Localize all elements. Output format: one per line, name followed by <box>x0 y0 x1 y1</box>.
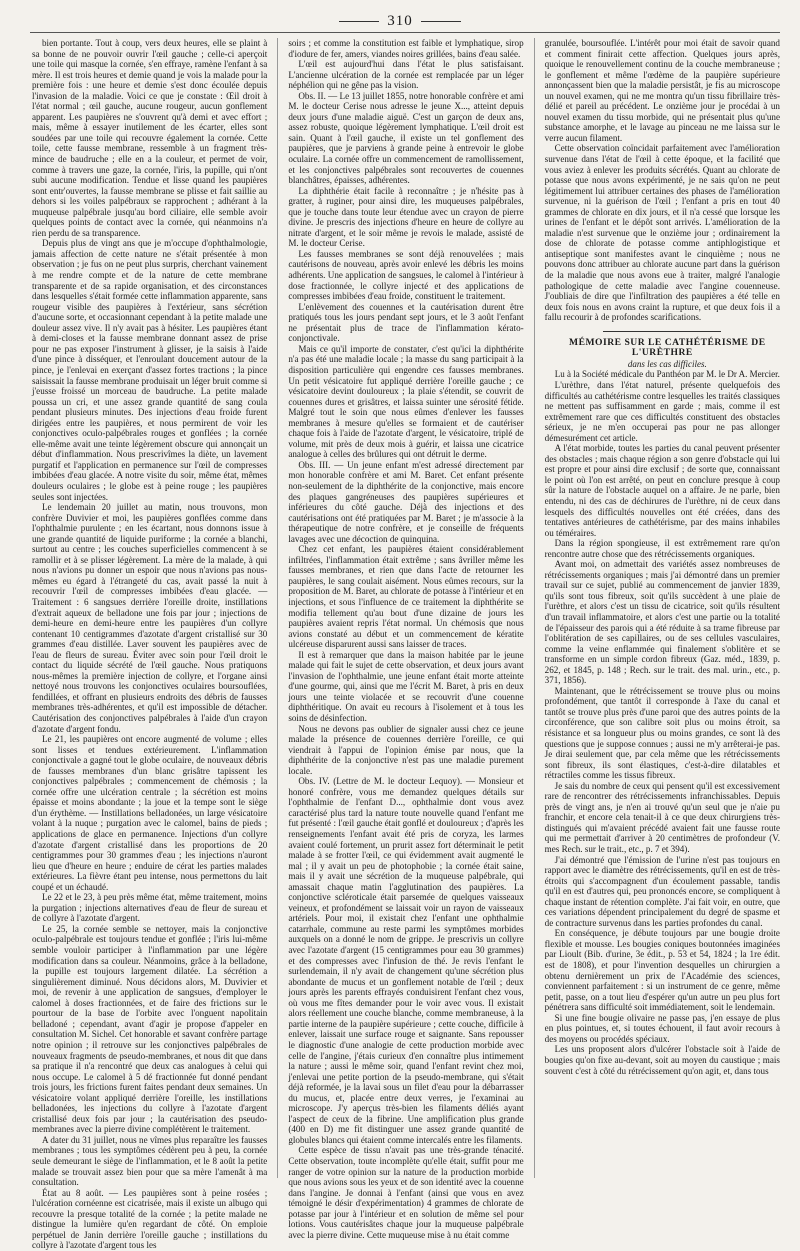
paragraph: soirs ; et comme la constitution est faible et lymphatique, sirop d'iodure de fer, amers, viandes noires grillées, bains d'eau salée. <box>288 38 524 59</box>
paragraph: Si une fine bougie olivaire ne passe pas, j'en essaye de plus en plus pointues, et, si toutes échouent, il faut avoir recours à des moyens ou procédés spéciaux. <box>544 1012 780 1044</box>
column-middle <box>288 38 524 1240</box>
paragraph: Les uns proposent alors d'ulcérer l'obstacle soit à l'aide de bougies qu'on fixe au-devant, soit au moyen du caustique ; mais souvent c'est à côté du rétrécissement qu'on agit, et, dans tous <box>544 1044 780 1076</box>
paragraph: L'enlèvement des couennes et la cautérisation durent être pratiqués tous les jours pendant sept jours, et le 3 août l'enfant ne présentait plus de trace de l'inflammation kérato-conjonctivale. <box>288 301 524 344</box>
paragraph: Obs. II. — Le 13 juillet 1855, notre honorable confrère et ami M. le docteur Cerise nous adresse le jeune X..., atteint depuis deux jours d'une maladie aiguë. C'est un garçon de deux ans, assez robuste, quoique légèrement lymphatique. L'œil droit est sain. Quant à l'œil gauche, il existe un tel gonflement des paupières, que je parviens à grande peine à entrevoir le globe oculaire. La cornée offre un commencement de ramollissement, et les conjonctives palpébrales sont recouvertes de couennes blanchâtres, épaisses, adhérentes. <box>288 90 524 186</box>
paragraph: A l'état morbide, toutes les parties du canal peuvent présenter des obstacles ; mais chaque région a son genre d'obstacle qui lui est propre et pour ainsi dire exclusif ; de sorte que, connaissant le point où l'on est arrêté, on peut en conclure presque à coup sûr la nature de l'obstacle auquel on a affaire. Je ne parle, bien entendu, ni des cas de déchirures de l'urèthre, ni de ceux dans lesquels des difficultés nouvelles ont été créées, dans des tentatives antérieures de cathétérisme, par des mains inhabiles ou téméraires. <box>544 443 780 538</box>
article-byline: Lu à la Société médicale du Panthéon par M. le Dr A. Mercier. <box>554 369 780 380</box>
paragraph: La diphthérie était facile à reconnaître ; je n'hésite pas à gratter, à ruginer, pour ainsi dire, les muqueuses palpébrales, que je touche dans toute leur étendue avec un crayon de pierre divine. Je prescris des injections d'heure en heure de collyre au nitrate d'argent, et le soir même je revois le malade, assisté de M. le docteur Cerise. <box>288 185 524 249</box>
page-header <box>0 10 800 32</box>
paragraph: Il est à remarquer que dans la maison habitée par le jeune malade qui fait le sujet de cette observation, et deux jours avant l'invasion de l'ophthalmie, une jeune enfant était morte atteinte d'une gourme, qui, ainsi que me l'écrit M. Baret, à pris en deux jours une teinte violacée et se recouvrit d'une couenne diphthéritique. On avait eu recours à l'isolement et à tous les soins de désinfection. <box>288 649 524 723</box>
paragraph: Chez cet enfant, les paupières étaient considérablement infiltrées, l'inflammation était extrême ; sans âvriller même les fausses membranes, et rien que dans l'acte de retourner les paupières, le sang coulait aisément. Nous eûmes recours, sur la proposition de M. Baret, au chlorate de potasse à l'intérieur et en injections, et sous l'influence de ce traitement la diphthérite se modifia tellement qu'au bout d'une dizaine de jours les paupières avaient repris l'état normal. Un chémosis que nous avions constaté au début et un commencement de kératite ulcéreuse disparurent aussi sans laisser de traces. <box>288 544 524 650</box>
paragraph: Avant moi, on admettait des variétés assez nombreuses de rétrécissements organiques ; mais j'ai démontré dans un premier travail sur ce sujet, publié au commencement de janvier 1839, qu'ils sont tous fibreux, soit qu'ils succèdent à une plaie de l'urèthre, et alors c'est un tissu de cicatrice, soit qu'ils résultent d'un travail inflammatoire, et alors c'est une partie ou la totalité de l'épaisseur des parois qui a été réduite à sa trame fibreuse par l'oblitération de ses capillaires, ou de ses cellules vasculaires, comme la veine enflammée qui finalement s'oblitère et se transforme en un simple cordon fibreux (Gaz. méd., 1839, p. 262, et 1845, p. 148 ; Rech. sur le trait. des mal. urin., etc., p. 371, 1856). <box>544 559 780 686</box>
article-subtitle: dans les cas difficiles. <box>627 358 707 369</box>
paragraph: bien portante. Tout à coup, vers deux heures, elle se plaint à sa bonne de ne pouvoir ouvrir l'œil gauche ; celle-ci aperçoit une toile qui masque la cornée, s'en effraye, ramène l'enfant à sa mère. Il est trois heures et demie quand je vois la malade pour la première fois : une heure et demie s'est donc écoulée depuis l'invasion de la maladie. Voici ce que je constate : Œil droit à l'état normal ; œil gauche, aucune rougeur, aucun gonflement apparent. Les paupières ne s'ouvrent qu'à demi et avec effort ; mais, même à essayer inutilement de les écarter, elles sont soudées par une toile qui recouvre également la cornée. Cette toile, cette fausse membrane, ressemble à un fragment très-mince de baudruche ; elle en a la couleur, et permet de voir, comme à travers une gaze, la cornée, l'iris, la pupille, qui n'ont subi aucune modification. Tendue et lisse quand les paupières sont entr'ouvertes, la fausse membrane se plisse et fait saillie au dehors si les voiles palpébraux se rapprochent ; adhérant à la muqueuse palpébrale jusqu'au bord ciliaire, elle semble avoir quelques points de contact avec la cornée, qui néanmoins n'a rien perdu de sa transparence. <box>32 38 268 238</box>
paragraph: granulée, boursouflée. L'intérêt pour moi était de savoir quand et comment finirait cette affection. Quelques jours après, quoique le renouvellement continu de la couche membraneuse ; le gonflement et même l'œdème de la paupière supérieure annonçassent bien que la maladie persistât, je fis au microscope un nouvel examen, qui ne me montra qu'un tissu fibrillaire très-délié et pareil au précédent. Le onzième jour je procédai à un nouvel examen du tissu morbide, qui ne présentait plus qu'une substance amorphe, et le lavage au pinceau ne me laissa sur le verre aucun filament. <box>544 38 780 143</box>
observation-continuation <box>545 38 780 323</box>
paragraph: En conséquence, je débute toujours par une bougie droite flexible et mousse. Les bougies coniques boutonnées imaginées par Lioult (Bib. d'urine, 3e édit., p. 53 et 54, 1824 ; la 1re édit. est de 1808), et pour l'invention desquelles un chirurgien a obtenu dernièrement un prix de l'Académie des sciences, conviennent parfaitement : si un instrument de ce genre, même petit, passe, on a tout lieu d'espérer qu'un autre un peu plus fort pénétrera sans difficulté soit immédiatement, soit le lendemain. <box>544 928 780 1013</box>
column-divider <box>277 38 278 1178</box>
paragraph: Cette observation coïncidait parfaitement avec l'amélioration survenue dans l'état de l'œil à cette époque, et la facilité que vous aviez à enlever les produits sécrétés. Quant au chlorate de potasse que nous avons expérimenté, je ne sais qu'on ne peut légitimement lui attribuer certaines des phases de l'amélioration survenue, ni la guérison de l'œil ; l'enfant a pris en tout 40 grammes de chlorate en dix jours, et il n'a cessé que lorsque les urines de l'enfant et le dépôt sont arrivés. L'amélioration de la maladie n'est survenue que le onzième jour ; ordinairement la dose de chlorate de potasse comme antiphlogistique et antiseptique sont manifestes avant le cinquième ; nous ne pouvons donc attribuer au chlorate aucune part dans la guérison de la maladie que nous avons eue à traiter, malgré l'analogie pathologique de cette maladie avec l'angine couenneuse. J'oubliais de dire que l'infiltration des paupières a été telle en deux fois nous en avons craint la rupture, et que deux fois il a fallu recourir à de profondes scarifications. <box>544 143 780 323</box>
header-dash-left <box>339 21 379 22</box>
paragraph: Depuis plus de vingt ans que je m'occupe d'ophthalmologie, jamais affection de cette nature ne s'était présentée à mon observation ; je fus on ne peut plus surpris, cherchant vainement à me rendre compte et de la nature de cette membrane transparente et de sa rapide organisation, et des circonstances dans lesquelles s'était formée cette inflammation apparente, sans rougeur visible des paupières à l'extérieur, sans sécrétion d'aucune sorte, et occasionnant cependant à la petite malade une douleur assez vive. Il n'y avait pas à hésiter. Les paupières étant à demi-closes et la fausse membrane donnant assez de prise pour ne pas exposer l'instrument à glisser, je la saisis à l'aide d'une pince à disséquer, et l'enroulant doucement autour de la pince, je l'enlevai en exerçant d'assez fortes tractions ; la pince saisissait la fausse membrane produisait un léger bruit comme si j'eusse froissé un morceau de baudruche. La petite malade poussa un cri, et une assez grande quantité de sang coula pendant plusieurs minutes. Des injections d'eau froide furent dirigées entre les paupières, et nous permirent de voir les conjonctives oculo-palpébrales rouges et gonflées ; la cornée elle-même avait une teinte légèrement obscure qui annonçait un début d'inflammation. Nous prescrivîmes la diète, un lavement purgatif et l'application en permanence sur l'œil de compresses imbibées d'eau glacée. A notre visite du soir, même état, mêmes douleurs oculaires ; le globe est à peine rouge ; les paupières seules sont injectées. <box>32 238 268 502</box>
page-number: 310 <box>387 12 413 29</box>
paragraph: L'urèthre, dans l'état naturel, présente quelquefois des difficultés au cathétérisme contre lesquelles les traités classiques ne mettent pas suffisamment en garde ; mais, comme il est extrêmement rare que ces difficultés constituent des obstacles sérieux, je ne m'en occuperai pas pour ne pas allonger démesurément cet article. <box>544 379 780 443</box>
header-rule <box>30 32 780 33</box>
paragraph: Nous ne devons pas oublier de signaler aussi chez ce jeune malade la présence de couennes derrière l'oreille, ce qui viendrait à l'appui de l'opinion émise par nous, que la diphthérite de la conjonctive n'est pas une maladie purement locale. <box>288 723 524 776</box>
paragraph: L'œil est aujourd'hui dans l'état le plus satisfaisant. L'ancienne ulcération de la cornée est remplacée par un léger néphélion qui ne gêne pas la vision. <box>288 59 524 91</box>
column-right <box>545 38 780 1178</box>
paragraph: Cette espèce de tissu n'avait pas une très-grande ténacité. Cette observation, toute incomplète qu'elle était, suffit pour me ranger de votre opinion sur la nature de la production morbide que nous avions sous les yeux et de son identité avec la couenne dans l'angine. Je donnai à l'enfant (ainsi que vous en avez témoigné le désir d'expérimentation) 4 grammes de chlorate de potasse par jour à l'intérieur et en solution de même sel pour lotions. Vous cautérisâtes chaque jour la muqueuse palpébrale avec la pierre divine. Cette muqueuse mise à nu était comme <box>288 1145 524 1240</box>
paragraph: Je sais du nombre de ceux qui pensent qu'il est excessivement rare de rencontrer des rétrécissements infranchissables. Depuis près de vingt ans, je n'en ai trouvé qu'un seul que je n'aie pu franchir, et encore cela tenait-il à ce que deux chirurgiens très-distingués qui m'avaient précédé avaient fait une fausse route qui me permettait d'arriver à 20 centimètres de profondeur (V. mes Rech. sur le trait., etc., p. 7 et 394). <box>544 780 780 855</box>
paragraph: A dater du 31 juillet, nous ne vîmes plus reparaître les fausses membranes ; tous les symptômes cédèrent peu à peu, la cornée seule demeurant le siège de l'inflammation, et le 8 août la petite malade se trouvait assez bien pour que sa mère l'amenât à ma consultation. <box>32 1134 268 1188</box>
paragraph: Mais ce qu'il importe de constater, c'est qu'ici la diphthérite n'a pas été une maladie locale ; la masse du sang participait à la disposition particulière qui engendre ces fausses membranes. Un petit vésicatoire fut appliqué derrière l'oreille gauche ; ce vésicatoire devint douloureux ; la plaie s'étendit, se couvrit de couennes dures et grisâtres, et laissa suinter une sérosité fétide. Malgré tout le soin que nous eûmes d'enlever les fausses membranes à mesure qu'elles se formaient et de cautériser chaque fois à l'aide de l'azotate d'argent, le vésicatoire, triplé de volume, mit près de deux mois à guérir, et laissa une cicatrice analogue à celles des brûlures qui ont détruit le derme. <box>288 343 524 460</box>
column-divider <box>534 38 535 1178</box>
paragraph: Obs. III. — Un jeune enfant m'est adressé directement par mon honorable confrère et ami M. Baret. Cet enfant présente non-seulement de la diphthérite de la conjonctive, mais encore des plaques gangréneuses des paupières supérieures et inférieures du côté gauche. Déjà des injections et des cautérisations ont été pratiquées par M. Baret ; je m'associe à la thérapeutique de notre confrère, et je conseille de fréquents lavages avec une décoction de quinquina. <box>288 459 524 544</box>
paragraph: État au 8 août. — Les paupières sont à peine rosées ; l'ulcération cornéenne est cicatrisée, mais il existe un albugo qui recouvre la presque totalité de la cornée ; la petite malade ne distingue la lumière qu'en regardant de côté. On emploie perpétuel de Janin derrière l'oreille gauche ; instillations du collyre à l'azotate d'argent tous les <box>32 1187 268 1251</box>
article-body <box>545 380 780 1076</box>
paragraph: Le 25, la cornée semble se nettoyer, mais la conjonctive oculo-palpébrale est toujours tendue et gonflée ; l'iris lui-même semble vouloir participer à l'inflammation par une légère modification dans sa couleur. Néanmoins, grâce à la belladone, la pupille est toujours largement dilatée. La sécrétion a singulièrement diminué. Nous décidons alors, M. Duvivier et moi, de revenir à une application de sangsues, d'employer le calomel à doses fractionnées, et de faire des frictions sur le pourtour de la base de l'orbite avec l'onguent napolitain belladoné ; cependant, avant d'agir je propose d'appeler en consultation M. Sichel. Cet honorable et savant confrère partage notre opinion ; il retrouve sur les conjonctives palpébrales de nouveaux fragments de pseudo-membranes, et nous dit que dans sa pratique il n'a rencontré que deux cas analogues à celui qui nous occupe. Le calomel à 5 dé fractionnée fut donné pendant trois jours, les frictions furent faites pendant deux semaines. Un vésicatoire volant appliqué derrière l'oreille, les instillations belladonées, les injections du collyre à l'azotate d'argent cristallisé deux fois par jour ; la cautérisation des pseudo-membranes avec la pierre divine complétèrent le traitement. <box>32 923 268 1135</box>
article-title: MÉMOIRE SUR LE CATHÉTÉRISME DE L'URÈTHRE <box>569 336 766 359</box>
article-separator <box>603 331 721 332</box>
column-left <box>32 38 268 1251</box>
text-columns <box>32 38 780 1251</box>
paragraph: Dans la région spongieuse, il est extrêmement rare qu'on rencontre autre chose que des rétrécissements organiques. <box>544 538 780 559</box>
paragraph: Les fausses membranes se sont déjà renouvelées ; mais cautérisons de nouveau, après avoir enlevé les débris les moins adhérents. Une application de sangsues, le calomel à l'intérieur à dose fractionnée, le collyre injecté et des applications de compresses imbibées d'eau froide, constituent le traitement. <box>288 248 524 302</box>
paragraph: J'ai démontré que l'émission de l'urine n'est pas toujours en rapport avec le diamètre des rétrécissements, qu'il en est de très-étroits qui s'accompagnent d'un écoulement passable, tandis qu'il en est d'autres qui, peu prononcés encore, se compliquent à chaque instant de rétention complète. J'ai fait voir, en outre, que ces variations dépendent principalement du degré de spasme et de contracture survenus dans les parties profondes du canal. <box>544 854 780 928</box>
paragraph: Maintenant, que le rétrécissement se trouve plus ou moins profondément, que tantôt il corresponde à l'axe du canal et tantôt se trouve plus près d'une paroi que des autres points de la circonférence, que son calibre soit plus ou moins étroit, sa résistance et sa longueur plus ou moins grandes, ce sont là des questions que je suppose connues ; aussi ne m'y arrêterai-je pas. Je dirai seulement que, par cela même que les rétrécissements sont fibreux, ils sont élastiques, c'est-à-dire dilatables et rétractiles comme les tissus fibreux. <box>544 685 780 781</box>
paragraph: Le lendemain 20 juillet au matin, nous trouvons, mon confrère Duvivier et moi, les paupières gonflées comme dans l'ophthalmie purulente ; en les écartant, nous donnons issue à une grande quantité de liquide puriforme ; la cornée a blanchi, surtout au centre ; les couches superficielles commencent à se ramollir et à se plisser légèrement. La mère de la malade, à qui nous n'avions pu donner un espoir que nous n'avions pas nous-mêmes eu égard à l'étrangeté du cas, avait passé la nuit à recouvrir l'œil de compresses imbibées d'eau glacée. — Traitement : 6 sangsues derrière l'oreille droite, instillations d'extrait aqueux de belladone une fois par jour ; injections de demi-heure en demi-heure entre les paupières d'un collyre contenant 10 centigrammes d'azotate d'argent cristallisé sur 30 grammes d'eau distillée. Laver souvent les paupières avec de l'eau de fleurs de sureau. Éviter avec soin pour l'œil droit le contact du liquide sécrété de l'œil gauche. Nous pratiquons nous-mêmes la première injection de collyre, et l'organe ainsi nettoyé nous trouvons les conjonctives oculaires boursouflées, fendillées, et offrant en plusieurs endroits des débris de fausses membranes très-adhérentes, et qu'il est impossible de détacher. Cautérisation des conjonctives palpébrales à l'aide d'un crayon d'azotate d'argent fondu. <box>32 502 268 734</box>
paragraph: Obs. IV. (Lettre de M. le docteur Lequoy). — Monsieur et honoré confrère, vous me demandez quelques détails sur l'ophthalmie de l'enfant D..., ophthalmie dont vous avez caractérisé plus tard la nature toute nouvelle quand l'enfant me fut présenté : l'œil gauche était gonflé et douloureux ; d'après les renseignements l'enfant avait été pris de coryza, les larmes avaient coulé fortement, un prurit assez fort déterminait le petit malade à se frotter l'œil, ce qui évidemment avait augmenté le mal ; il y avait un peu de photophobie ; la cornée était saine, mais il y avait une sécrétion de la muqueuse palpébrale, qui amassait chaque matin l'agglutination des paupières. La conjonctive scléroticale était parsemée de quelques vaisseaux veineux, et profondément se laissait voir un rayon de vaisseaux artériels. Pour moi, il existait chez l'enfant une ophthalmie catarrhale, commune au reste parmi les symptômes morbides auxquels on a donné le nom de grippe. Je prescrivis un collyre avec l'azotate d'argent (15 centigrammes pour eau 30 grammes) et des compresses avec l'infusion de thé. Je revis l'enfant le surlendemain, il n'y avait de changement qu'une sécrétion plus abondante de mucus et un gonflement notable de l'œil ; deux jours après les parents effrayés conduisirent l'enfant chez vous, où vous me fîtes demander pour le voir avec vous. Il existait alors réellement une couche blanche, comme membraneuse, à la partie interne de la paupière supérieure ; cette couche, difficile à enlever, laissait une surface rouge et saignante. Sans repousser le diagnostic d'une analogie de cette production morbide avec celle de l'angine, j'étais curieux d'en connaître plus intimement la nature ; aussi le même soir, quand l'enfant revint chez moi, j'enlevai une petite portion de la pseudo-membrane, qui s'était déjà reformée, je la lavai sous un filet d'eau pour la débarrasser du mucus, et, placée entre deux verres, je l'examinai au microscope. J'y aperçus très-bien les filaments déliés ayant l'aspect de ceux de la fibrine. Une amplification plus grande (400 en D) me fit distinguer une assez grande quantité de globules blancs qui étaient comme intercalés entre les filaments. <box>288 776 524 1145</box>
paragraph: Le 21, les paupières ont encore augmenté de volume ; elles sont lisses et tendues extérieurement. L'inflammation conjonctivale a gagné tout le globe oculaire, de nouveaux débris de fausses membranes d'un blanc grisâtre tapissent les conjonctives palpébrales ; commencement de chémosis ; la cornée offre une ulcération centrale ; la sécrétion est moins épaisse et moins abondante ; la joue et la tempe sont le siège d'un érythème. — Instillations belladonées, un large vésicatoire volant à la nuque ; purgation avec le calomel, bains de pieds ; applications de glace en permanence. Injections d'un collyre d'azotate d'argent cristallisé dans les proportions de 20 centigrammes pour 30 grammes d'eau ; les injections n'auront lieu que d'heure en heure ; enduire de cérat les parties malades extérieures. La fièvre étant peu intense, nous permettons du lait coupé et un échaudé. <box>32 734 268 892</box>
header-dash-right <box>421 21 461 22</box>
paragraph: Le 22 et le 23, à peu près même état, même traitement, moins la purgation ; injections alternatives d'eau de fleur de sureau et de collyre à l'azotate d'argent. <box>32 892 268 924</box>
